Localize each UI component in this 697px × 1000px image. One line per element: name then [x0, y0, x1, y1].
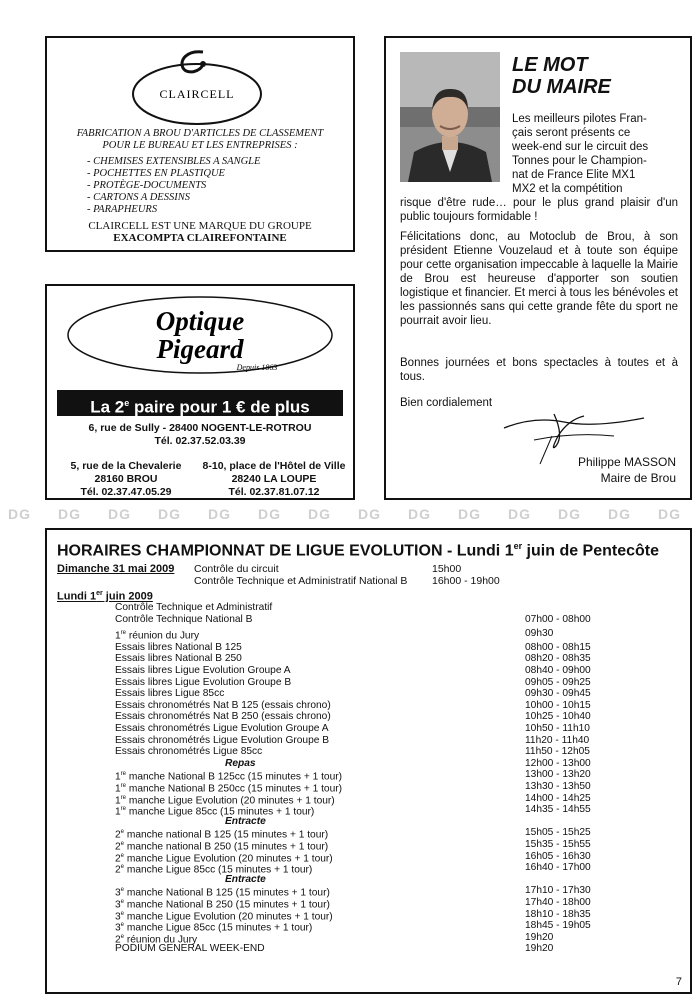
- mayor-word-box: [384, 36, 692, 500]
- schedule-row: [115, 723, 675, 734]
- schedule-row-time: 17h40 - 18h00: [525, 897, 591, 908]
- schedule-row-time: 08h40 - 09h00: [525, 665, 591, 676]
- schedule-row-time: 12h00 - 13h00: [525, 757, 591, 769]
- sunday-item-time: 15h00: [432, 563, 462, 575]
- schedule-row-time: 10h50 - 11h10: [525, 723, 590, 734]
- schedule-row: [115, 653, 675, 664]
- schedule-row-time: 16h05 - 16h30: [525, 850, 591, 862]
- schedule-box: [45, 528, 692, 994]
- optique-offer-banner: La 2e paire pour 1 € de plus: [57, 390, 343, 416]
- watermark-strip: [0, 476, 697, 526]
- list-item: - CARTONS A DESSINS: [87, 192, 190, 203]
- schedule-row-label: Contrôle Technique et Administratif: [115, 602, 273, 613]
- optique-name-line1: Optique: [155, 306, 245, 336]
- schedule-row-time: 18h10 - 18h35: [525, 908, 591, 920]
- claircell-group: EXACOMPTA CLAIREFONTAINE: [113, 232, 287, 244]
- schedule-row-time: 13h30 - 13h50: [525, 781, 591, 792]
- schedule-row-label: Essais chronométrés Ligue Evolution Groupe A: [115, 723, 329, 734]
- schedule-row-label: Entracte: [225, 815, 266, 827]
- list-item: - CHEMISES EXTENSIBLES A SANGLE: [87, 156, 261, 167]
- watermark-text: DG: [258, 506, 281, 522]
- schedule-row: [115, 769, 675, 783]
- schedule-row: [115, 746, 675, 757]
- schedule-row-time: 07h00 - 08h00: [525, 613, 591, 625]
- schedule-row: [115, 920, 675, 934]
- optique-pigeard-ad: [45, 284, 355, 500]
- schedule-row-time: 19h20: [525, 931, 554, 943]
- schedule-row: [115, 839, 675, 853]
- optique-since: Depuis 1863: [236, 363, 278, 372]
- schedule-row-time: 19h20: [525, 943, 554, 955]
- schedule-row: [115, 665, 675, 676]
- schedule-row-label: Essais libres Ligue Evolution Groupe B: [115, 676, 292, 688]
- optique-name-line2: Pigeard: [156, 334, 244, 364]
- schedule-break-row: [115, 758, 675, 769]
- optique-logo: [65, 294, 335, 376]
- sunday-item-time: 16h00 - 19h00: [432, 575, 500, 587]
- watermark-text: DG: [58, 506, 81, 522]
- schedule-row-label: 1re manche Ligue 85cc (15 minutes + 1 tour): [115, 806, 315, 818]
- schedule-row-label: 2e manche Ligue Evolution (20 minutes + 1 tour): [115, 852, 333, 864]
- schedule-row-label: Essais chronométrés Ligue Evolution Groupe B: [115, 734, 330, 746]
- optique-brou-address: 5, rue de la Chevalerie 28160 BROU Tél. 02.37.47.05.29: [70, 460, 182, 498]
- schedule-title: HORAIRES CHAMPIONNAT DE LIGUE EVOLUTION - Lundi 1er juin de Pentecôte: [57, 541, 660, 560]
- schedule-row: [115, 793, 675, 804]
- list-item: - PARAPHEURS: [87, 204, 158, 215]
- watermark-text: DG: [608, 506, 631, 522]
- watermark-text: DG: [158, 506, 181, 522]
- watermark-text: DG: [8, 506, 31, 522]
- schedule-row: [115, 851, 675, 862]
- schedule-row-time: 08h20 - 08h35: [525, 653, 591, 665]
- schedule-row-label: 3e manche Ligue 85cc (15 minutes + 1 tour): [115, 922, 313, 934]
- optique-laloupe-address: 8-10, place de l'Hôtel de Ville 28240 LA LOUPE Tél. 02.37.81.07.12: [202, 460, 346, 498]
- list-item: - POCHETTES EN PLASTIQUE: [87, 168, 225, 179]
- schedule-row: [115, 614, 675, 625]
- monday-header: Lundi 1er juin 2009: [57, 590, 153, 603]
- schedule-row-label: 1re manche National B 250cc (15 minutes + 1 tour): [115, 783, 343, 795]
- schedule-row-label: Contrôle Technique National B: [115, 613, 253, 625]
- mayor-paragraph-1-end: risque d'être rude… pour le plus grand plaisir d'un public toujours formidable !: [400, 197, 678, 223]
- schedule-row-time: 17h10 - 17h30: [525, 885, 591, 897]
- schedule-row-label: 2e manche national B 125 (15 minutes + 1 tour): [115, 829, 329, 841]
- schedule-row-label: Essais libres National B 250: [115, 653, 242, 665]
- sunday-item-label: Contrôle du circuit: [194, 563, 279, 575]
- sunday-header: Dimanche 31 mai 2009: [57, 563, 175, 575]
- schedule-row-time: 11h20 - 11h40: [525, 734, 590, 746]
- watermark-text: DG: [108, 506, 131, 522]
- list-item: - PROTÈGE-DOCUMENTS: [87, 180, 207, 191]
- sunday-item-label: Contrôle Technique et Administratif National B: [194, 575, 408, 587]
- schedule-row-time: 15h35 - 15h55: [525, 839, 591, 850]
- schedule-row: [115, 677, 675, 688]
- schedule-row: [115, 628, 675, 642]
- schedule-row: [115, 862, 675, 876]
- schedule-row-time: 14h35 - 14h55: [525, 804, 591, 816]
- claircell-product-list: [87, 156, 353, 216]
- schedule-row-time: 18h45 - 19h05: [525, 920, 591, 932]
- page-number: 7: [675, 976, 682, 988]
- mayor-signer: Philippe MASSON Maire de Brou: [577, 455, 676, 485]
- optique-main-address: 6, rue de Sully - 28400 NOGENT-LE-ROTROU Tél. 02.37.52.03.39: [88, 422, 312, 447]
- schedule-row-label: 2e manche Ligue 85cc (15 minutes + 1 tour): [115, 864, 313, 876]
- schedule-row-label: 1re manche Ligue Evolution (20 minutes + 1 tour): [115, 794, 335, 806]
- claircell-intro: FABRICATION A BROU D'ARTICLES DE CLASSEMENT POUR LE BUREAU ET LES ENTREPRISES :: [76, 128, 324, 151]
- schedule-row: [115, 688, 675, 699]
- claircell-brand-line: CLAIRCELL EST UNE MARQUE DU GROUPE: [88, 220, 312, 232]
- mayor-paragraph-3: Bonnes journées et bons spectacles à toutes et à tous.: [400, 357, 678, 383]
- watermark-text: DG: [508, 506, 531, 522]
- schedule-break-row: [115, 816, 675, 827]
- schedule-row: [115, 711, 675, 722]
- schedule-row: [115, 909, 675, 920]
- schedule-row-time: 09h30 - 09h45: [525, 688, 591, 700]
- watermark-text: DG: [208, 506, 231, 522]
- claircell-text: [47, 128, 353, 244]
- schedule-row-label: 3e manche National B 125 (15 minutes + 1 tour): [115, 887, 330, 899]
- claircell-ad: [45, 36, 355, 252]
- schedule-row: [115, 897, 675, 911]
- schedule-row-label: Essais libres National B 125: [115, 641, 242, 653]
- schedule-row-label: 3e manche Ligue Evolution (20 minutes + 1 tour): [115, 910, 333, 922]
- schedule-row: [115, 885, 675, 899]
- schedule-row-label: 1re réunion du Jury: [115, 630, 200, 642]
- schedule-row-label: Essais libres Ligue 85cc: [115, 688, 225, 700]
- watermark-text: DG: [658, 506, 681, 522]
- schedule-row: [115, 735, 675, 746]
- schedule-row-time: 08h00 - 08h15: [525, 641, 591, 653]
- schedule-row: [115, 931, 675, 946]
- schedule-row-label: Repas: [225, 757, 256, 769]
- schedule-row-time: 16h40 - 17h00: [525, 862, 591, 874]
- schedule-row-time: 11h50 - 12h05: [525, 746, 590, 758]
- mayor-closing: Bien cordialement: [400, 397, 493, 409]
- schedule-row-label: 2e manche national B 250 (15 minutes + 1 tour): [115, 841, 329, 853]
- schedule-row-label: 3e manche National B 250 (15 minutes + 1 tour): [115, 899, 330, 911]
- mayor-paragraph-2: Félicitations donc, au Motoclub de Brou, à son président Etienne Vouzelaud et à toute son équipe pour cette organisation impeccable à laquelle la Mairie de Brou est heureuse d'apporter son soutien logistique et financier. Et merci à tous les bénévoles et les passionnés sans qui cette grande fête du sport ne pourrait avoir lieu.: [400, 231, 678, 327]
- watermark-text: DG: [308, 506, 331, 522]
- schedule-row: [115, 943, 675, 954]
- schedule-row-label: Entracte: [225, 873, 266, 885]
- schedule-row-time: 10h00 - 10h15: [525, 699, 591, 711]
- schedule-row-label: PODIUM GENERAL WEEK-END: [115, 943, 265, 955]
- schedule-row-time: 10h25 - 10h40: [525, 711, 591, 723]
- schedule-row-label: Essais chronométrés Nat B 125 (essais chrono): [115, 699, 331, 711]
- mayor-title: LE MOT DU MAIRE: [512, 54, 611, 98]
- schedule-row-label: Essais libres Ligue Evolution Groupe A: [115, 665, 291, 676]
- mayor-photo: [400, 52, 500, 182]
- schedule-break-row: [115, 874, 675, 885]
- schedule-row: [115, 700, 675, 711]
- schedule-row-time: 09h05 - 09h25: [525, 676, 591, 688]
- schedule-row-label: Essais chronométrés Nat B 250 (essais chrono): [115, 711, 331, 723]
- mayor-paragraph-1-top: Les meilleurs pilotes Fran- çais seront présents ce week-end sur le circuit des Tonnes pour le Champion- nat de France Elite MX1 MX2 et la compétition: [512, 113, 649, 195]
- schedule-row: [115, 827, 675, 841]
- schedule-row: [115, 804, 675, 818]
- watermark-text: DG: [558, 506, 581, 522]
- schedule-row-time: 14h00 - 14h25: [525, 792, 591, 804]
- watermark-text: DG: [458, 506, 481, 522]
- claircell-logo-text: CLAIRCELL: [159, 87, 235, 101]
- schedule-row-label: 1re manche National B 125cc (15 minutes + 1 tour): [115, 771, 343, 783]
- claircell-logo: [117, 44, 277, 130]
- watermark-text: DG: [408, 506, 431, 522]
- schedule-row-time: 13h00 - 13h20: [525, 769, 591, 781]
- schedule-row: [115, 602, 675, 613]
- schedule-row-label: Essais chronométrés Ligue 85cc: [115, 746, 263, 758]
- schedule-row: [115, 642, 675, 653]
- schedule-row-time: 15h05 - 15h25: [525, 827, 591, 839]
- schedule-row: [115, 781, 675, 795]
- schedule-row-label: 2e réunion du Jury: [115, 933, 198, 946]
- schedule-row-time: 09h30: [525, 628, 554, 640]
- watermark-text: DG: [358, 506, 381, 522]
